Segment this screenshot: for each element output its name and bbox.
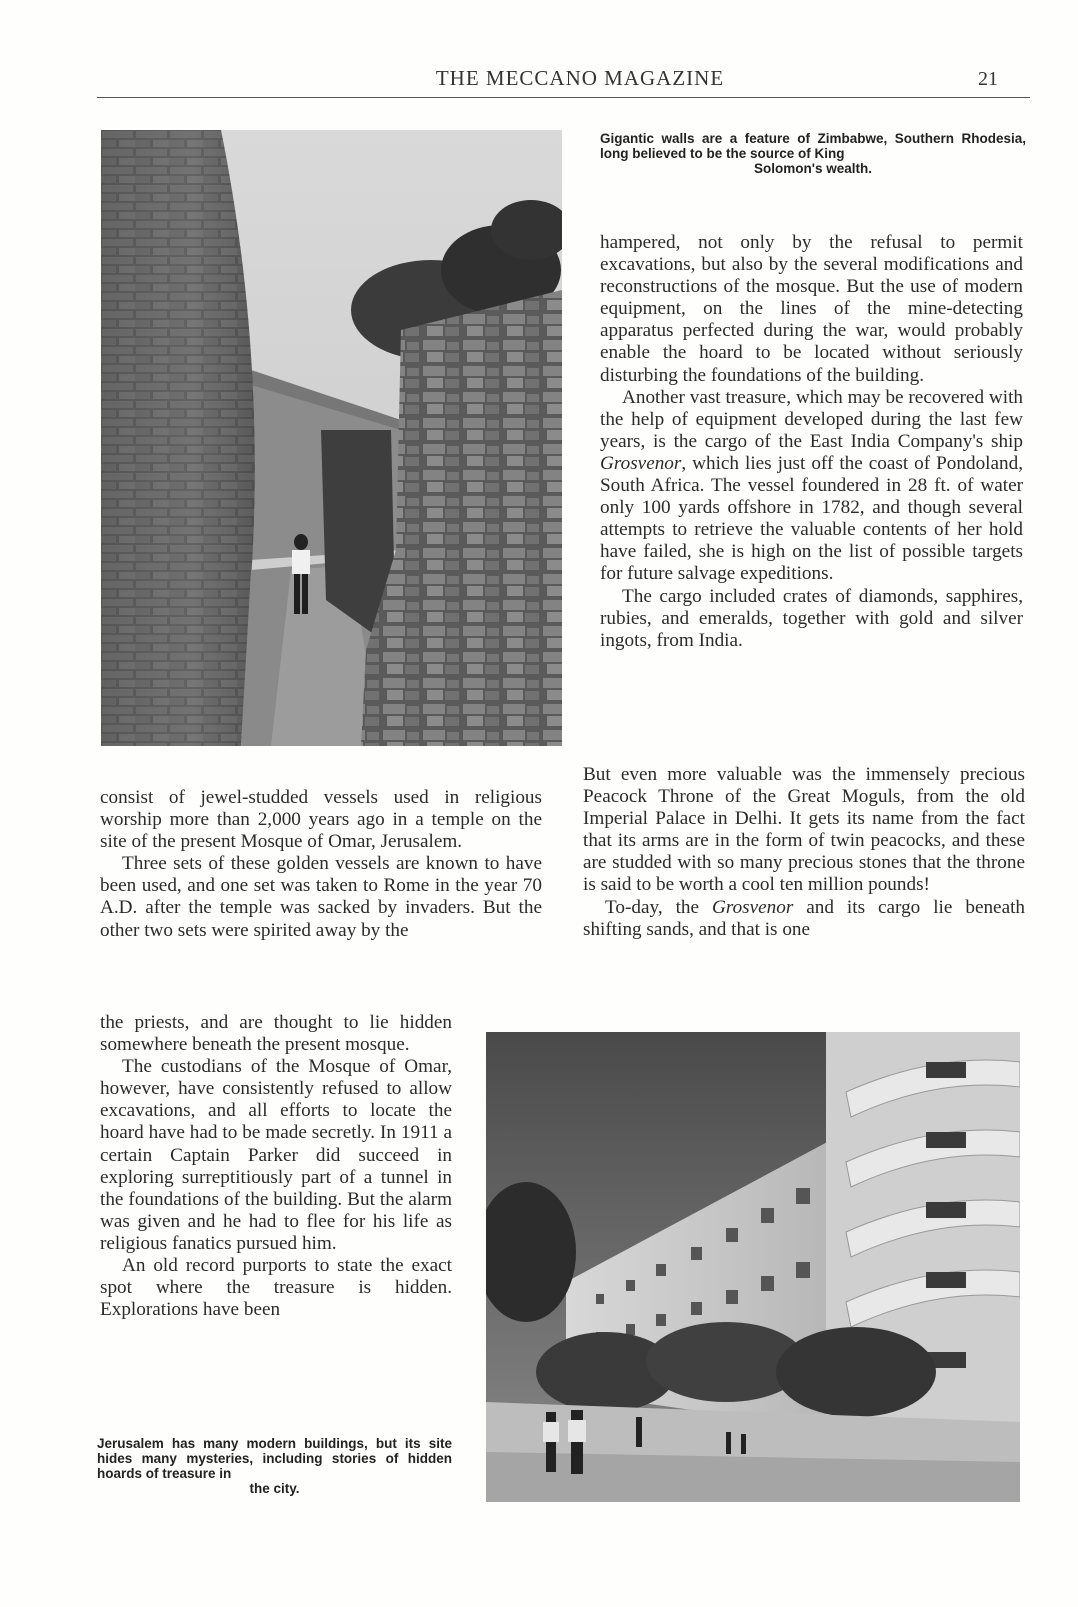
jerusalem-caption-line1: Jerusalem has many modern buildings, but its site hides many mysteries, including stories of hidden hoards of treasure in (97, 1436, 452, 1481)
paragraph-custodians: The custodians of the Mosque of Omar, however, have consistently refused to allow excavations, and all efforts to locate the hoard have had to be made secretly. In 1911 a certain Captain Parker did succeed in exploring surreptitiously part of a tunnel in the foundations of the building. But the alarm was given and he had to flee for his life as religious fanatics pursued him. (100, 1056, 452, 1254)
paragraph-cargo: The cargo included crates of diamonds, sapphires, rubies, and emeralds, together with gold and silver ingots, from India. (600, 585, 1023, 651)
paragraph-mosque-hampered: hampered, not only by the refusal to permit excavations, but also by the several modifications and reconstructions of the mosque. But the use of modern equipment, on the lines of the mine-detecting apparatus perfected during the war, would probably enable the hoard to be located without seriously disturbing the foundations of the building. (600, 232, 1023, 386)
zimbabwe-caption-line1: Gigantic walls are a feature of Zimbabwe, Southern Rhodesia, long believed to be the source of King (600, 131, 1026, 161)
paragraph-peacock-throne: But even more valuable was the immensely precious Peacock Throne of the Great Moguls, from the old Imperial Palace in Delhi. It gets its name from the fact that its arms are in the form of twin peacocks, and these are studded with so many precious stones that the throne is said to be worth a cool ten million pounds! (583, 764, 1025, 896)
paragraph-grosvenor-a: Another vast treasure, which may be recovered with the help of equipment developed during the last few years, is the cargo of the East India Company's ship (600, 386, 1023, 452)
right-column-mid-text (583, 764, 1025, 941)
paragraph-golden-vessels: Three sets of these golden vessels are known to have been used, and one set was taken to Rome in the year 70 A.D. after the temple was sacked by invaders. But the other two sets were spirited away by the (100, 853, 542, 941)
left-column-low-text (100, 1012, 452, 1321)
paragraph-today-a: To-day, the (605, 896, 712, 918)
page-number: 21 (978, 68, 998, 90)
paragraph-grosvenor (600, 387, 1023, 586)
jerusalem-caption (97, 1436, 452, 1496)
paragraph-today-b: and its cargo lie beneath shifting sands, and that is one (583, 896, 1026, 940)
left-column-mid-text (100, 787, 542, 942)
paragraph-today (583, 897, 1025, 941)
zimbabwe-caption (600, 131, 1026, 176)
jerusalem-caption-line2: the city. (249, 1481, 300, 1496)
paragraph-priests: the priests, and are thought to lie hidden somewhere beneath the present mosque. (100, 1012, 452, 1056)
header-rule (97, 97, 1030, 98)
paragraph-old-record: An old record purports to state the exact spot where the treasure is hidden. Explorations have been (100, 1255, 452, 1321)
paragraph-grosvenor-b: , which lies just off the coast of Pondoland, South Africa. The vessel foundered in 28 ft. of water only 100 yards offshore in 1782, and though several attempts to retrieve the valuable contents of her hold have failed, she is high on the list of possible targets for future salvage expeditions. (600, 452, 1023, 585)
zimbabwe-ruins-photo (101, 130, 562, 746)
right-column-text (600, 232, 1023, 652)
zimbabwe-caption-line2: Solomon's wealth. (754, 161, 872, 176)
running-header: THE MECCANO MAGAZINE (435, 66, 725, 90)
ship-name-2: Grosvenor (711, 896, 794, 918)
ship-name: Grosvenor (600, 452, 682, 474)
paragraph-jewel-vessels: consist of jewel-studded vessels used in religious worship more than 2,000 years ago in a temple on the site of the present Mosque of Omar, Jerusalem. (100, 787, 542, 853)
jerusalem-buildings-photo (486, 1032, 1020, 1502)
